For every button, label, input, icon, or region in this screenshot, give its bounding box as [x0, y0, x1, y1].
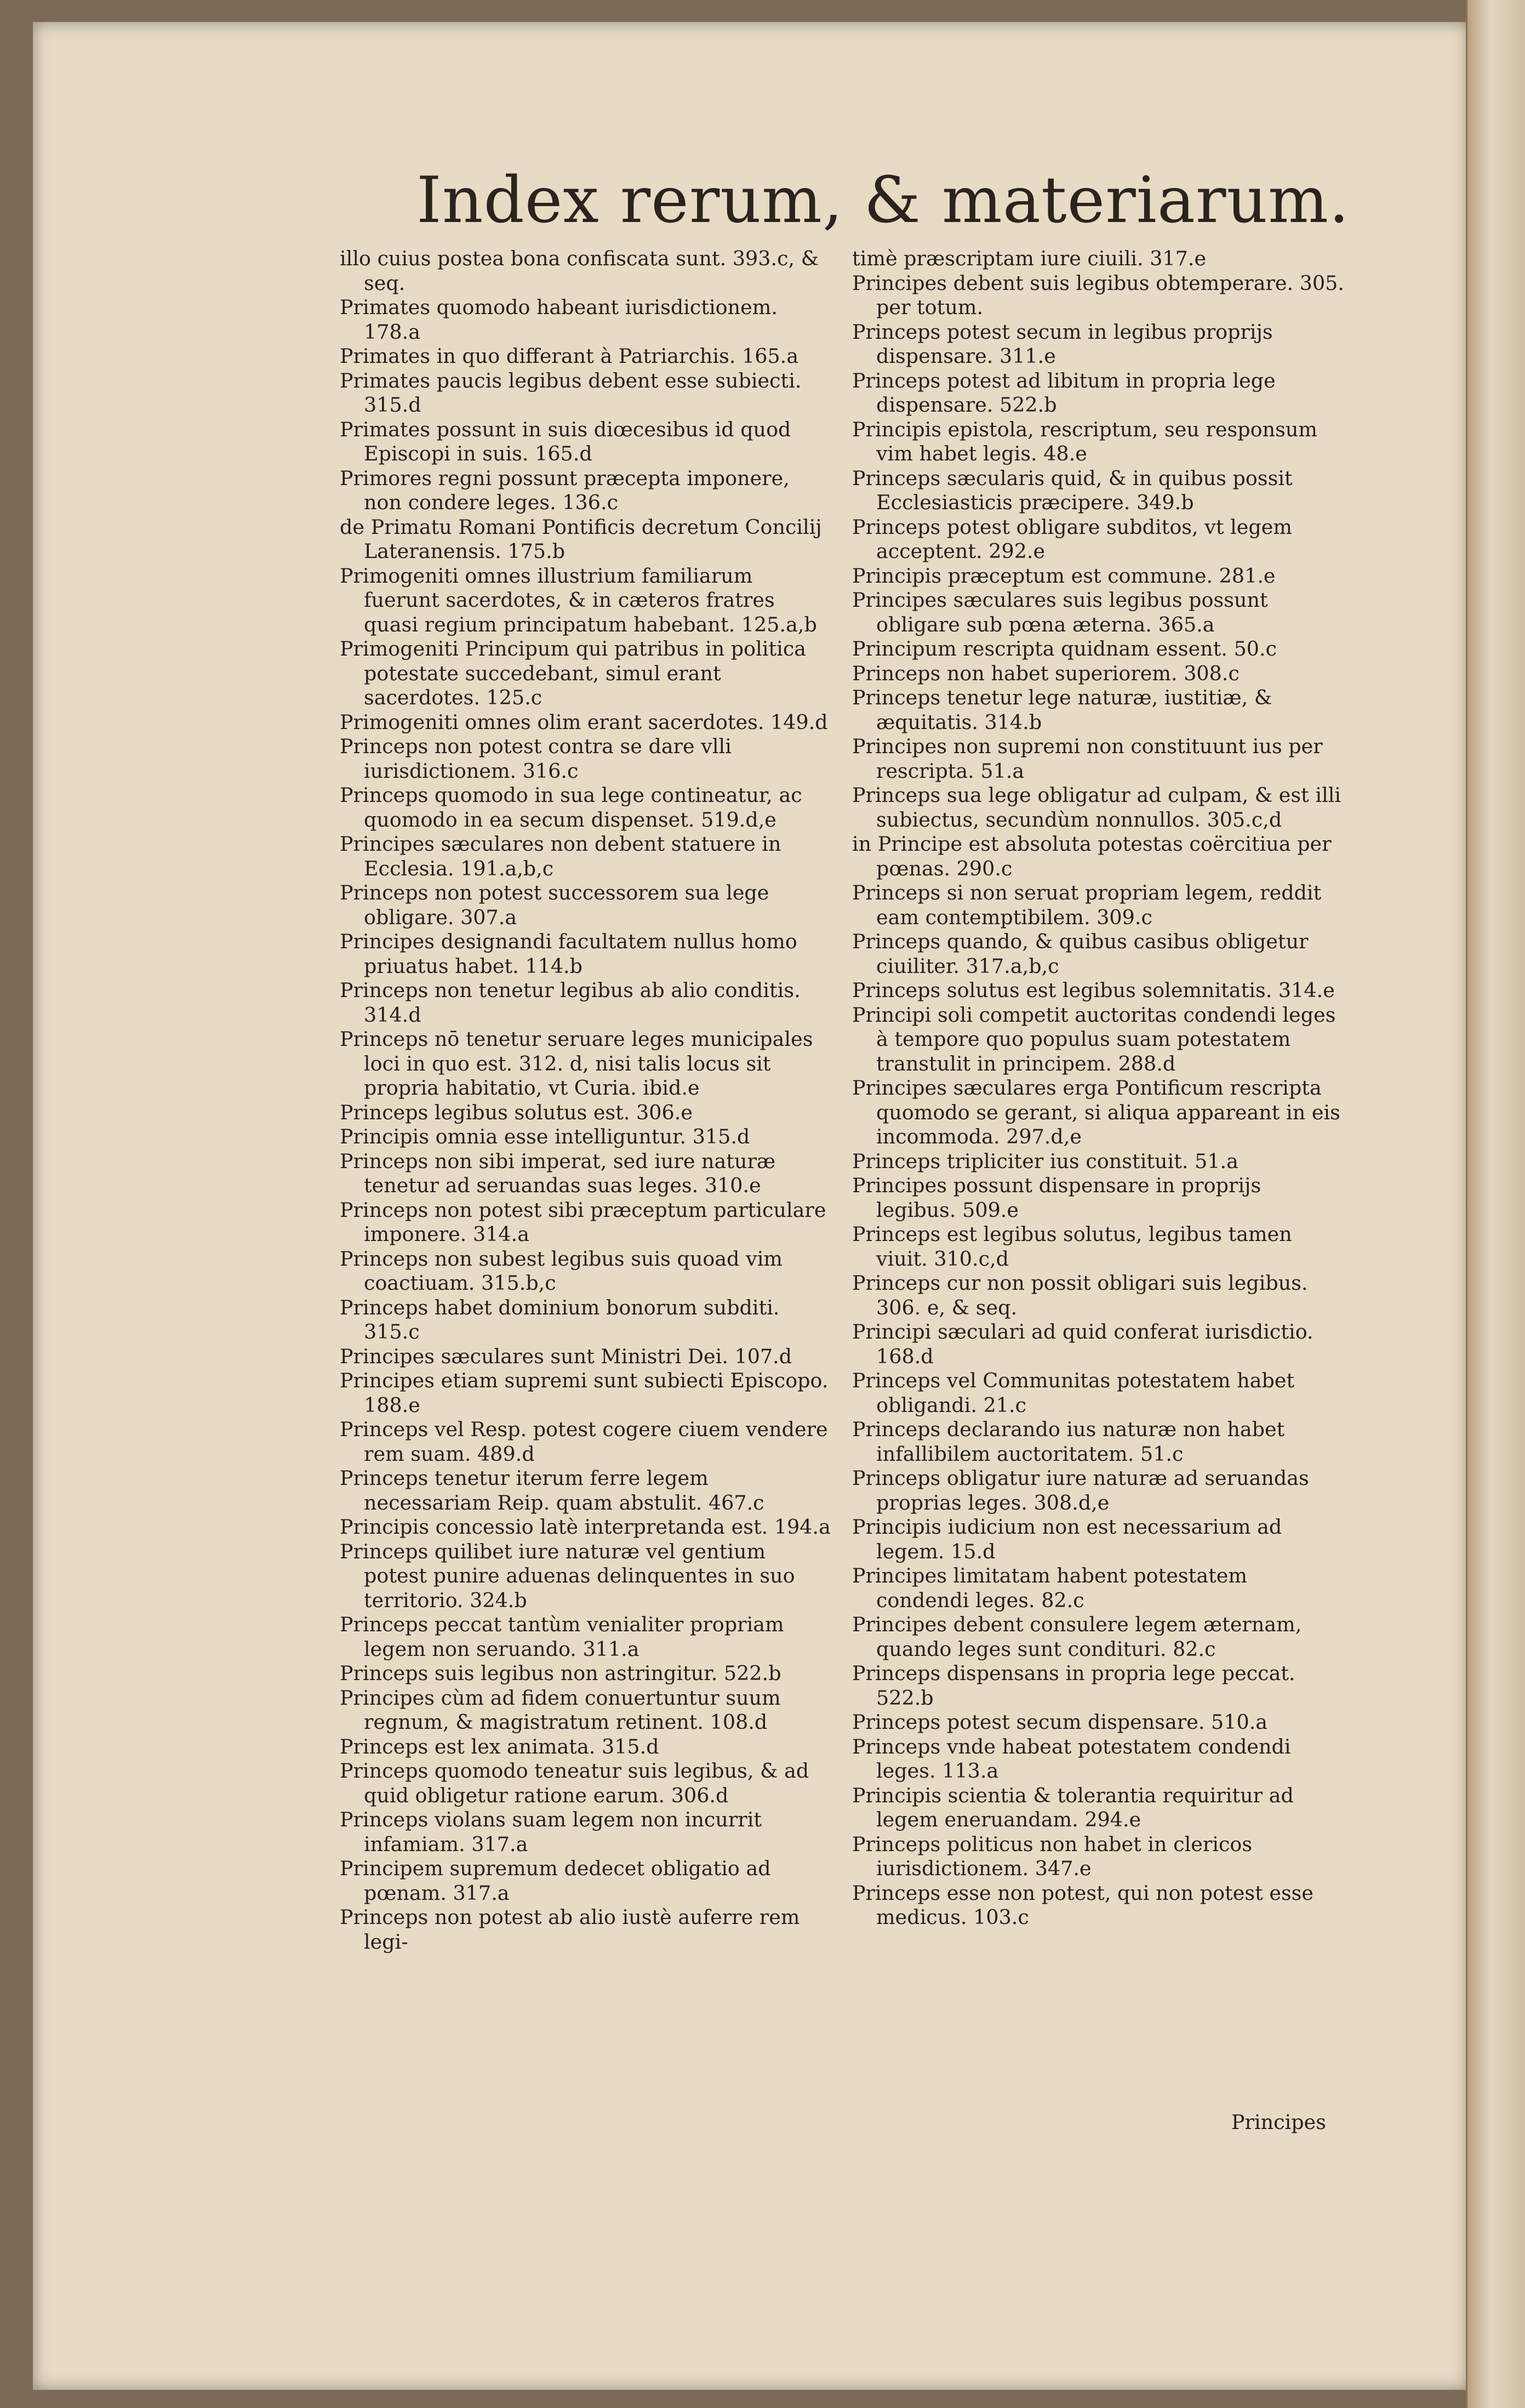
index-entry: Principes sæculares non debent statuere in Ecclesia. 191.a,b,c: [340, 832, 781, 880]
index-entry: in Principe est absoluta potestas coërcitiua per pœnas. 290.c: [852, 832, 1332, 880]
index-entry: Princeps peccat tantùm venialiter propriam legem non seruando. 311.a: [340, 1613, 784, 1661]
index-entry: Princeps tenetur lege naturæ, iustitiæ, & æquitatis. 314.b: [852, 686, 1272, 734]
index-entry: Princeps declarando ius naturæ non habet infallibilem auctoritatem. 51.c: [852, 1418, 1285, 1466]
index-entry: Principem supremum dedecet obligatio ad pœnam. 317.a: [340, 1857, 771, 1905]
index-entry: Principes debent suis legibus obtemperare. 305. per totum.: [852, 271, 1344, 319]
index-entry: Primates paucis legibus debent esse subiecti. 315.d: [340, 368, 802, 417]
index-entry: Princeps esse non potest, qui non potest esse medicus. 103.c: [852, 1881, 1314, 1929]
index-entry: Princeps potest ad libitum in propria lege dispensare. 522.b: [852, 368, 1276, 417]
catchword: Principes: [1231, 2110, 1326, 2134]
index-entry: Princeps legibus solutus est. 306.e: [340, 1100, 693, 1124]
index-entry: Principis concessio latè interpretanda est. 194.a: [340, 1515, 831, 1539]
index-entry: Princeps non potest successorem sua lege obligare. 307.a: [340, 881, 769, 929]
index-entry: Primores regni possunt præcepta imponere, non condere leges. 136.c: [340, 466, 790, 514]
index-entry: Princeps sæcularis quid, & in quibus possit Ecclesiasticis præcipere. 349.b: [852, 466, 1293, 514]
index-entry: Principis omnia esse intelliguntur. 315.d: [340, 1125, 750, 1148]
index-entry: Princeps vel Resp. potest cogere ciuem vendere rem suam. 489.d: [340, 1418, 828, 1466]
index-entry: Princeps non potest contra se dare vlli iurisdictionem. 316.c: [340, 735, 732, 783]
index-entry: Princeps si non seruat propriam legem, reddit eam contemptibilem. 309.c: [852, 881, 1322, 929]
index-entry: Principi sæculari ad quid conferat iurisdictio. 168.d: [852, 1320, 1313, 1368]
index-entry: Primates possunt in suis diœcesibus id quod Episcopi in suis. 165.d: [340, 417, 791, 465]
index-entry: Princeps potest secum dispensare. 510.a: [852, 1710, 1268, 1734]
index-entry: Principes cùm ad fidem conuertuntur suum regnum, & magistratum retinent. 108.d: [340, 1686, 781, 1734]
index-entry: Primates quomodo habeant iurisdictionem. 178.a: [340, 295, 778, 344]
index-column-right: [852, 247, 1345, 1930]
index-entry: Princeps nō tenetur seruare leges municipales loci in quo est. 312. d, nisi talis locus sit propria habitatio, vt Curia. ibid.e: [340, 1027, 813, 1100]
index-entry: illo cuius postea bona confiscata sunt. 393.c, & seq.: [340, 247, 819, 295]
index-entry: Princeps cur non possit obligari suis legibus. 306. e, & seq.: [852, 1271, 1308, 1319]
index-entry: Princeps dispensans in propria lege peccat. 522.b: [852, 1661, 1295, 1710]
index-entry: Princeps quomodo in sua lege contineatur, ac quomodo in ea secum dispenset. 519.d,e: [340, 783, 802, 832]
index-entry: Princeps vel Communitas potestatem habet obligandi. 21.c: [852, 1369, 1295, 1417]
index-entry: Principes etiam supremi sunt subiecti Episcopo. 188.e: [340, 1369, 829, 1417]
index-entry: Primogeniti omnes olim erant sacerdotes. 149.d: [340, 710, 828, 734]
index-entry: Princeps habet dominium bonorum subditi. 315.c: [340, 1295, 780, 1344]
index-entry: Princeps potest obligare subditos, vt legem acceptent. 292.e: [852, 515, 1292, 563]
index-entry: Principis iudicium non est necessarium ad legem. 15.d: [852, 1515, 1282, 1563]
index-column-left: [340, 247, 833, 1954]
index-entry: Princeps non habet superiorem. 308.c: [852, 661, 1240, 685]
index-entry: Princeps quomodo teneatur suis legibus, & ad quid obligetur ratione earum. 306.d: [340, 1759, 809, 1807]
index-entry: Princeps suis legibus non astringitur. 522.b: [340, 1661, 781, 1685]
index-entry: Primogeniti omnes illustrium familiarum fuerunt sacerdotes, & in cæteros fratres quasi regium principatum habebant. 125.a,b: [340, 563, 817, 636]
index-entry: Princeps est lex animata. 315.d: [340, 1734, 659, 1758]
index-entry: Princeps violans suam legem non incurrit infamiam. 317.a: [340, 1808, 762, 1856]
index-entry: Princeps vnde habeat potestatem condendi leges. 113.a: [852, 1734, 1291, 1783]
index-entry: Principes sæculares sunt Ministri Dei. 107.d: [340, 1344, 792, 1368]
index-entry: de Primatu Romani Pontificis decretum Concilij Lateranensis. 175.b: [340, 515, 822, 563]
index-entry: Principum rescripta quidnam essent. 50.c: [852, 637, 1277, 661]
index-entry: timè præscriptam iure ciuili. 317.e: [852, 247, 1207, 270]
index-entry: Princeps solutus est legibus solemnitatis. 314.e: [852, 978, 1335, 1002]
index-entry: Princeps non tenetur legibus ab alio conditis. 314.d: [340, 978, 801, 1027]
index-entry: Principes designandi facultatem nullus homo priuatus habet. 114.b: [340, 930, 797, 978]
index-entry: Principes possunt dispensare in proprijs legibus. 509.e: [852, 1174, 1261, 1222]
index-entry: Principes sæculares suis legibus possunt obligare sub pœna æterna. 365.a: [852, 588, 1268, 636]
index-entry: Princeps non subest legibus suis quoad vim coactiuam. 315.b,c: [340, 1246, 783, 1295]
index-entry: Principis epistola, rescriptum, seu responsum vim habet legis. 48.e: [852, 417, 1317, 465]
index-entry: Principis præceptum est commune. 281.e: [852, 563, 1276, 588]
index-entry: Primogeniti Principum qui patribus in politica potestate succedebant, simul erant sacerdotes. 125.c: [340, 637, 807, 709]
index-entry: Princeps non potest sibi præceptum particulare imponere. 314.a: [340, 1198, 826, 1246]
index-entry: Principes limitatam habent potestatem condendi leges. 82.c: [852, 1564, 1247, 1612]
page-title: Index rerum, & materiarum.: [416, 163, 1350, 237]
index-entry: Princeps tripliciter ius constituit. 51.a: [852, 1149, 1238, 1173]
index-entry: Princeps non sibi imperat, sed iure naturæ tenetur ad seruandas suas leges. 310.e: [340, 1149, 776, 1197]
index-entry: Princeps quando, & quibus casibus obligetur ciuiliter. 317.a,b,c: [852, 930, 1309, 978]
index-entry: Principes debent consulere legem æternam, quando leges sunt condituri. 82.c: [852, 1613, 1302, 1661]
index-entry: Princeps quilibet iure naturæ vel gentium potest punire aduenas delinquentes in suo territorio. 324.b: [340, 1539, 795, 1612]
index-entry: Principes non supremi non constituunt ius per rescripta. 51.a: [852, 735, 1323, 783]
index-entry: Princeps tenetur iterum ferre legem necessariam Reip. quam abstulit. 467.c: [340, 1466, 764, 1515]
index-entry: Principis scientia & tolerantia requiritur ad legem eneruandam. 294.e: [852, 1783, 1294, 1831]
index-entry: Principes sæculares erga Pontificum rescripta quomodo se gerant, si aliqua appareant in eis incommoda. 297.d,e: [852, 1076, 1340, 1148]
index-entry: Princeps non potest ab alio iustè auferre rem legi-: [340, 1905, 800, 1954]
index-entry: Princeps est legibus solutus, legibus tamen viuit. 310.c,d: [852, 1222, 1292, 1271]
index-entry: Princeps potest secum in legibus proprijs dispensare. 311.e: [852, 320, 1273, 368]
index-entry: Princeps politicus non habet in clericos iurisdictionem. 347.e: [852, 1832, 1253, 1880]
index-entry: Princeps obligatur iure naturæ ad seruandas proprias leges. 308.d,e: [852, 1466, 1309, 1515]
index-entry: Princeps sua lege obligatur ad culpam, & est illi subiectus, secundùm nonnullos. 305.c,d: [852, 783, 1341, 832]
book-spine: [1466, 0, 1525, 2408]
index-entry: Primates in quo differant à Patriarchis. 165.a: [340, 344, 799, 368]
index-entry: Principi soli competit auctoritas condendi leges à tempore quo populus suam potestatem transtulit in principem. 288.d: [852, 1003, 1336, 1075]
